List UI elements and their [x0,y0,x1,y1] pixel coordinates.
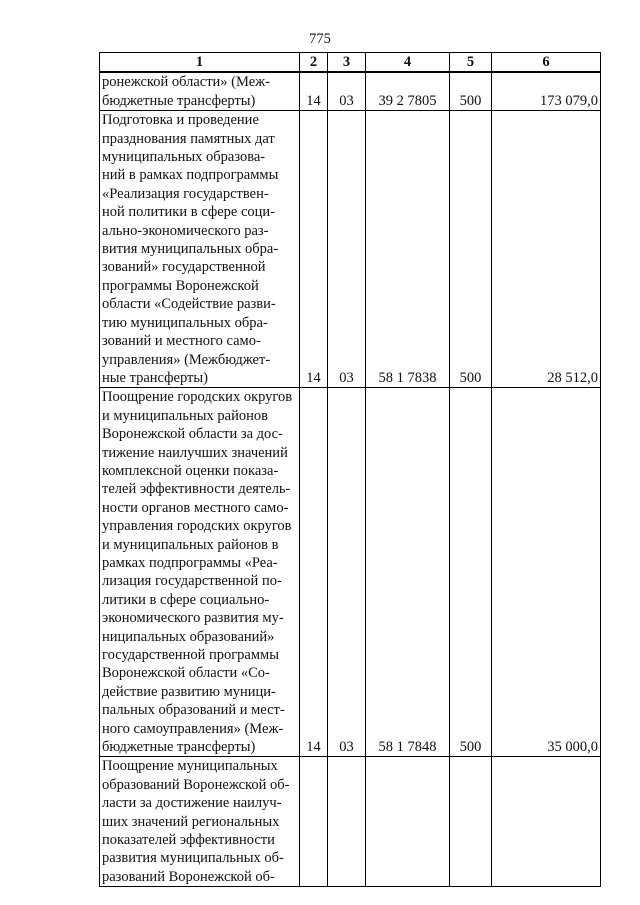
table-header-row [100,53,601,73]
row-section: 14 [300,72,328,110]
row-amount: 173 079,0 [492,72,601,110]
row-expense-type [450,757,492,887]
row-expense-type: 500 [450,111,492,388]
row-amount: 28 512,0 [492,111,601,388]
row-subsection [328,757,366,887]
column-header-6: 6 [492,53,601,73]
budget-table [99,52,601,887]
row-expense-type: 500 [450,388,492,757]
table-row [100,757,601,887]
page-number: 775 [309,31,331,47]
column-header-3: 3 [328,53,366,73]
row-section: 14 [300,388,328,757]
column-header-2: 2 [300,53,328,73]
row-target-code [366,757,450,887]
row-description: Подготовка и проведение празднования памятных дат муниципальных образова- ний в рамках подпрограммы «Реализация государствен- ной политики в сфере соци- ально-экономического раз- вития муниципальных обра- зований» государственной программы Воронежской области «Содействие разви- тию муниципальных обра- зований и местного само- управления» (Межбюджет- ные трансферты) [100,111,300,388]
row-section [300,757,328,887]
column-header-4: 4 [366,53,450,73]
row-target-code: 58 1 7848 [366,388,450,757]
row-description: ронежской области» (Меж- бюджетные трансферты) [100,72,300,110]
column-header-5: 5 [450,53,492,73]
row-target-code: 58 1 7838 [366,111,450,388]
row-section: 14 [300,111,328,388]
table-row [100,72,601,110]
row-amount [492,757,601,887]
row-subsection: 03 [328,388,366,757]
column-header-1: 1 [100,53,300,73]
row-expense-type: 500 [450,72,492,110]
row-subsection: 03 [328,111,366,388]
table-row [100,111,601,388]
row-target-code: 39 2 7805 [366,72,450,110]
row-description: Поощрение муниципальных образований Воронежской об- ласти за достижение наилуч- ших значений региональных показателей эффективности развития муниципальных об- разований Воронежской об- [100,757,300,887]
row-amount: 35 000,0 [492,388,601,757]
table-row [100,388,601,757]
row-description: Поощрение городских округов и муниципальных районов Воронежской области за дос- тижение наилучших значений комплексной оценки показа- телей эффективности деятель- ности органов местного само- управления городских округов и муниципальных районов в рамках подпрограммы «Реа- лизация государственной по- литики в сфере социально- экономического развития му- ниципальных образований» государственной программы Воронежской области «Со- действие развитию муници- пальных образований и мест- ного самоуправления» (Меж- бюджетные трансферты) [100,388,300,757]
row-subsection: 03 [328,72,366,110]
